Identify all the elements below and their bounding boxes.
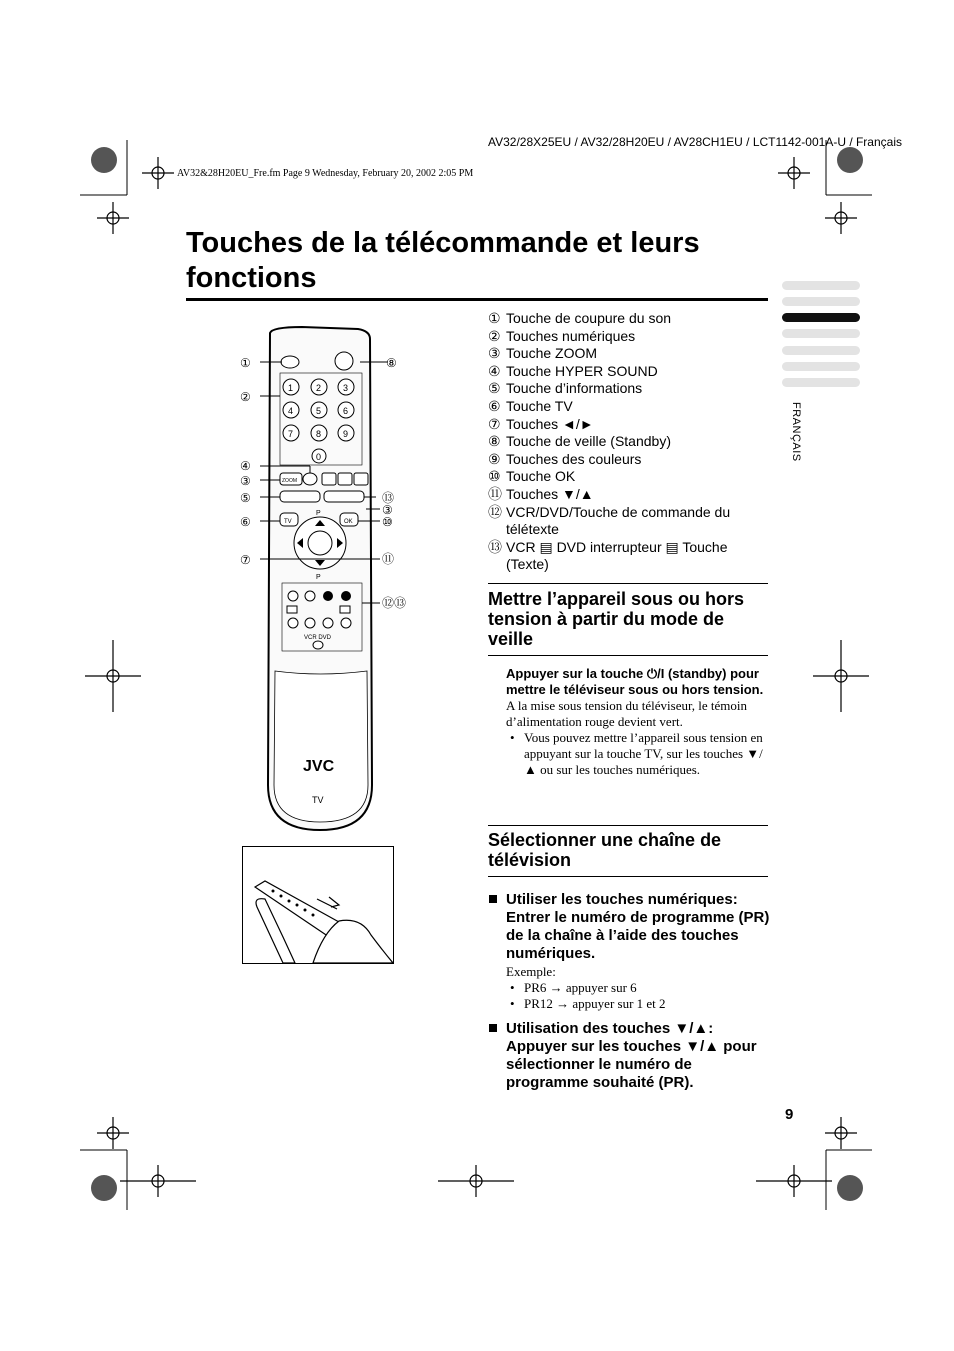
digit-5: 5 xyxy=(316,406,322,416)
digit-2: 2 xyxy=(316,383,322,393)
battery-illustration-frame xyxy=(242,846,394,964)
callout-10: ⑩ xyxy=(382,515,393,529)
digit-9: 9 xyxy=(343,429,349,439)
legend-item: ⑧ Touche de veille (Standby) xyxy=(488,433,671,450)
digit-3: 3 xyxy=(343,383,349,393)
vcr-dvd-label: VCR DVD xyxy=(304,635,332,641)
legend-item: ① Touche de coupure du son xyxy=(488,310,672,326)
standby-content xyxy=(506,666,768,778)
section-rule xyxy=(488,876,768,877)
section-rule xyxy=(488,655,768,656)
arrow-keys-item: Utilisation des touches ▼/▲: Appuyer sur les touches ▼/▲ pour sélectionner le numéro de programme souhaité (PR). xyxy=(488,1020,770,1092)
remote-in-hands-illustration xyxy=(243,847,393,963)
digit-4: 4 xyxy=(288,406,294,416)
legend-item: ⑥ Touche TV xyxy=(488,397,573,414)
button-legend xyxy=(488,310,758,574)
standby-body: A la mise sous tension du téléviseur, le témoin d’alimentation rouge devient vert. xyxy=(506,698,748,729)
digit-6: 6 xyxy=(343,406,349,416)
legend-item: ② Touches numériques xyxy=(488,327,636,344)
digit-8: 8 xyxy=(316,429,322,439)
section-title-standby: Mettre l’appareil sous ou hors tension à partir du mode de veille xyxy=(488,589,745,649)
ok-key-label: OK xyxy=(344,519,353,525)
callout-11: ⑪ xyxy=(382,552,395,566)
callout-4: ④ xyxy=(240,459,251,473)
callout-2: ② xyxy=(240,390,251,404)
page-title: Touches de la télécommande et leurs fonctions xyxy=(186,227,700,294)
legend-item: ⑫ VCR/DVD/Touche de commande du télétexte xyxy=(488,503,731,538)
tab-strip xyxy=(782,378,860,387)
legend-item: ⑤ Touche d’informations xyxy=(488,380,643,397)
standby-bullet: • Vous pouvez mettre l’appareil sous tension en appuyant sur la touche TV, sur les touches ▼/▲ ou sur les touches numériques. xyxy=(506,730,768,778)
tab-strip xyxy=(782,362,860,371)
document-reference: AV32/28X25EU / AV32/28H20EU / AV28CH1EU / LCT1142-001A-U / Français xyxy=(488,135,902,149)
tab-strip-active xyxy=(782,313,860,322)
standby-instruction: Appuyer sur la touche ⏻/I (standby) pour mettre le téléviseur sous ou hors tension. xyxy=(506,666,764,697)
zoom-label: ZOOM xyxy=(282,478,297,484)
numeric-keys-item: Utiliser les touches numériques: Entrer le numéro de programme (PR) de la chaîne à l’aide des touches numériques. xyxy=(488,891,770,963)
language-label: FRANÇAIS xyxy=(790,402,802,462)
tab-strip xyxy=(782,297,860,306)
callout-7: ⑦ xyxy=(240,553,251,567)
remote-illustration xyxy=(230,325,420,835)
section-rule xyxy=(488,825,768,826)
callout-1: ① xyxy=(240,356,251,370)
legend-item: ③ Touche ZOOM xyxy=(488,345,598,362)
callout-6: ⑥ xyxy=(240,515,251,529)
file-reference: AV32&28H20EU_Fre.fm Page 9 Wednesday, February 20, 2002 2:05 PM xyxy=(177,168,474,179)
channel-content xyxy=(488,891,770,1092)
digit-1: 1 xyxy=(288,383,294,393)
legend-item: ⑩ Touche OK xyxy=(488,468,576,485)
legend-item: ④ Touche HYPER SOUND xyxy=(488,362,658,379)
callout-3b: ③ xyxy=(382,503,393,517)
legend-item: ⑦ Touches ◄/► xyxy=(488,415,594,432)
tab-strip xyxy=(782,346,860,355)
tab-strip xyxy=(782,329,860,338)
digit-0: 0 xyxy=(316,452,322,462)
section-title-channel: Sélectionner une chaîne de télévision xyxy=(488,830,722,870)
remote-brand: JVC xyxy=(303,758,335,775)
example-item: • PR12 → appuyer sur 1 et 2 xyxy=(506,996,770,1012)
callout-5: ⑤ xyxy=(240,491,251,505)
p-label-bottom: P xyxy=(316,574,321,581)
remote-bottom-label: TV xyxy=(312,795,324,805)
callout-3: ③ xyxy=(240,474,251,488)
callout-8: ⑧ xyxy=(386,356,397,370)
title-rule xyxy=(186,298,768,301)
legend-item: ⑨ Touches des couleurs xyxy=(488,450,642,467)
tv-key-label: TV xyxy=(284,519,292,525)
section-rule xyxy=(488,583,768,584)
example-label: Exemple: xyxy=(506,964,556,979)
tab-strip xyxy=(782,281,860,290)
example-item: • PR6 → appuyer sur 6 xyxy=(506,980,770,996)
callout-12-13: ⑫⑬ xyxy=(382,596,407,610)
p-label-top: P xyxy=(316,510,321,517)
callout-13: ⑬ xyxy=(382,491,395,505)
legend-item: ⑪ Touches ▼/▲ xyxy=(488,485,594,502)
page-number: 9 xyxy=(785,1106,794,1123)
legend-item: ⑬ VCR ▤ DVD interrupteur ▤ Touche (Texte) xyxy=(488,538,728,573)
digit-7: 7 xyxy=(288,429,294,439)
